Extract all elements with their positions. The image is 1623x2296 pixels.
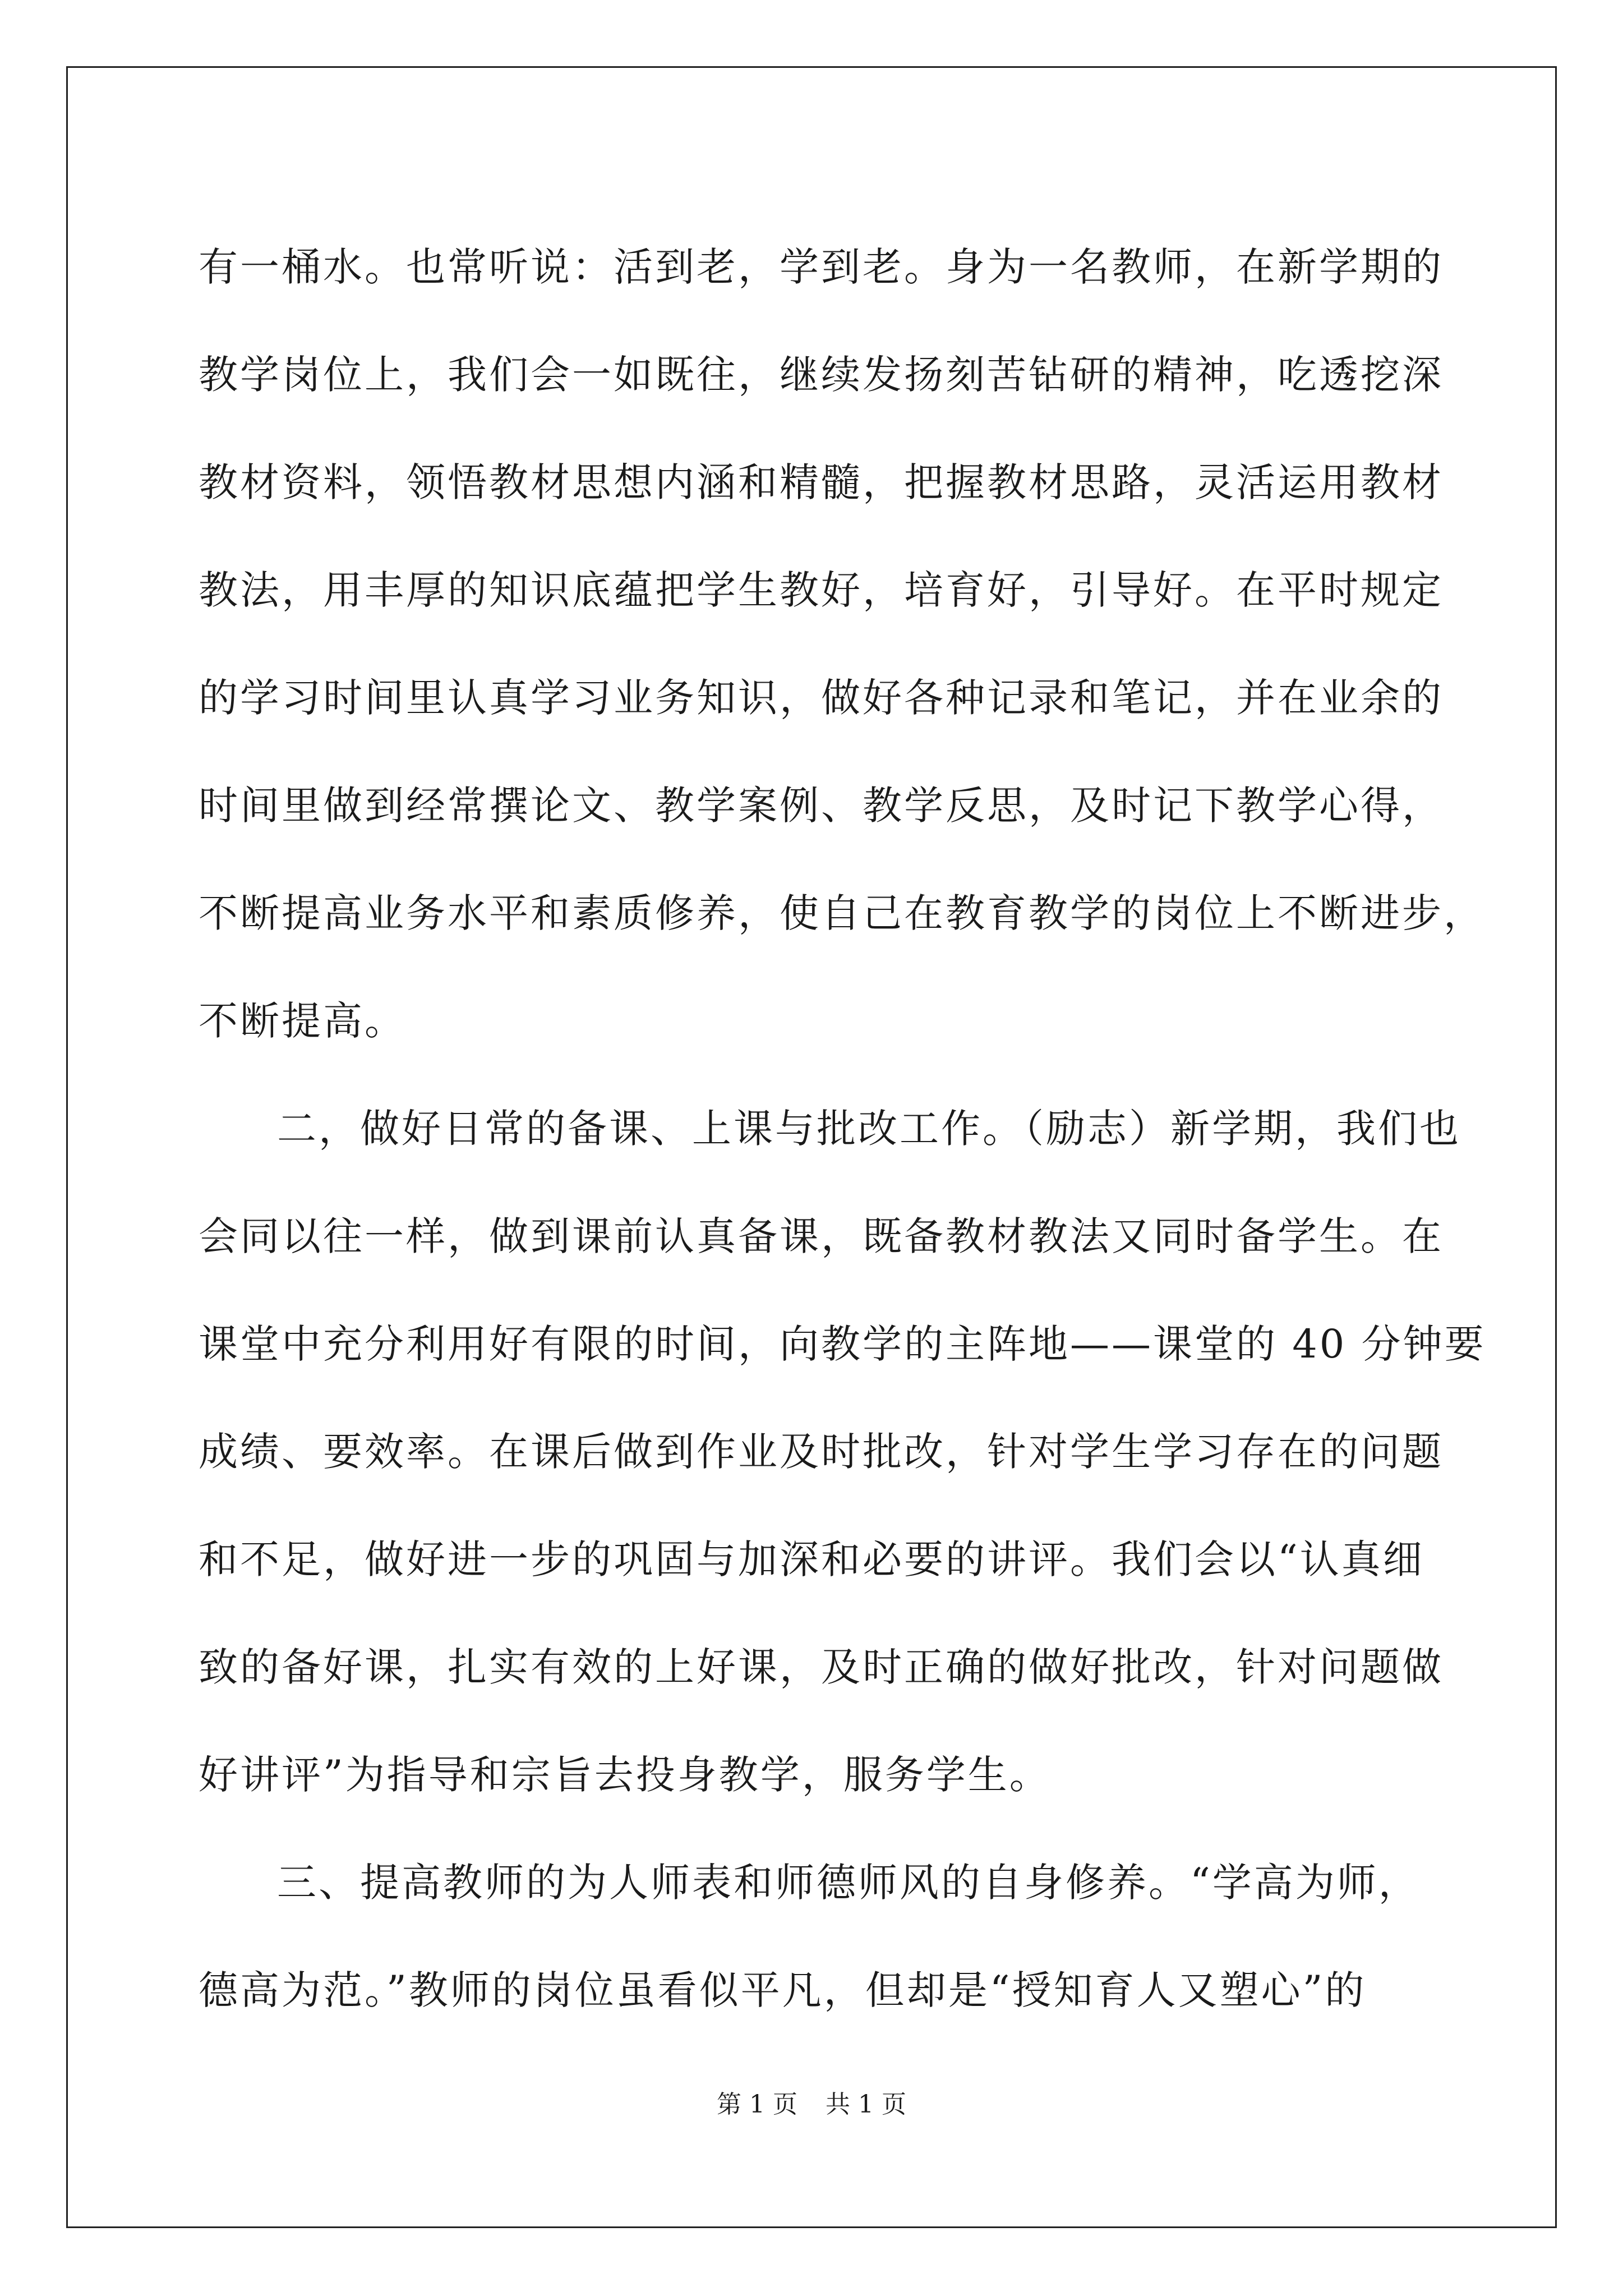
page-footer: [0, 2088, 1623, 2122]
paragraph-first-line: 二，做好日常的备课、上课与批改工作。（励志）新学期，我们也: [277, 1106, 1461, 1152]
text-line: 好讲评”为指导和宗旨去投身教学，服务学生。: [199, 1752, 1051, 1798]
page-number: 第 1 页: [717, 2090, 797, 2119]
text-line: 教材资料，领悟教材思想内涵和精髓，把握教材思路，灵活运用教材: [199, 459, 1444, 505]
text-line: 课堂中充分利用好有限的时间，向教学的主阵地——课堂的 40 分钟要: [199, 1321, 1486, 1367]
document-body: [199, 213, 1486, 2044]
text-line: 会同以往一样，做到课前认真备课，既备教材教法又同时备学生。在: [199, 1213, 1444, 1259]
text-line: 德高为范。”教师的岗位虽看似平凡，但却是“授知育人又塑心”的: [199, 1967, 1367, 2013]
paragraph-first-line: 三、提高教师的为人师表和师德师风的自身修养。“学高为师，: [277, 1860, 1420, 1906]
text-line: 成绩、要效率。在课后做到作业及时批改，针对学生学习存在的问题: [199, 1429, 1444, 1475]
text-line: 不断提高。: [199, 998, 406, 1044]
total-pages: 共 1 页: [826, 2090, 906, 2119]
text-line: 时间里做到经常撰论文、教学案例、教学反思，及时记下教学心得，: [199, 783, 1444, 829]
text-line: 教法，用丰厚的知识底蕴把学生教好，培育好，引导好。在平时规定: [199, 567, 1444, 613]
text-line: 致的备好课，扎实有效的上好课，及时正确的做好批改，针对问题做: [199, 1644, 1444, 1690]
text-line: 不断提高业务水平和素质修养，使自己在教育教学的岗位上不断进步，: [199, 890, 1485, 936]
text-line: 教学岗位上，我们会一如既往，继续发扬刻苦钻研的精神，吃透挖深: [199, 352, 1444, 398]
text-line: 和不足，做好进一步的巩固与加深和必要的讲评。我们会以“认真细: [199, 1536, 1424, 1582]
text-line: 的学习时间里认真学习业务知识，做好各种记录和笔记，并在业余的: [199, 675, 1444, 721]
text-line: 有一桶水。也常听说：活到老，学到老。身为一名教师，在新学期的: [199, 244, 1444, 290]
